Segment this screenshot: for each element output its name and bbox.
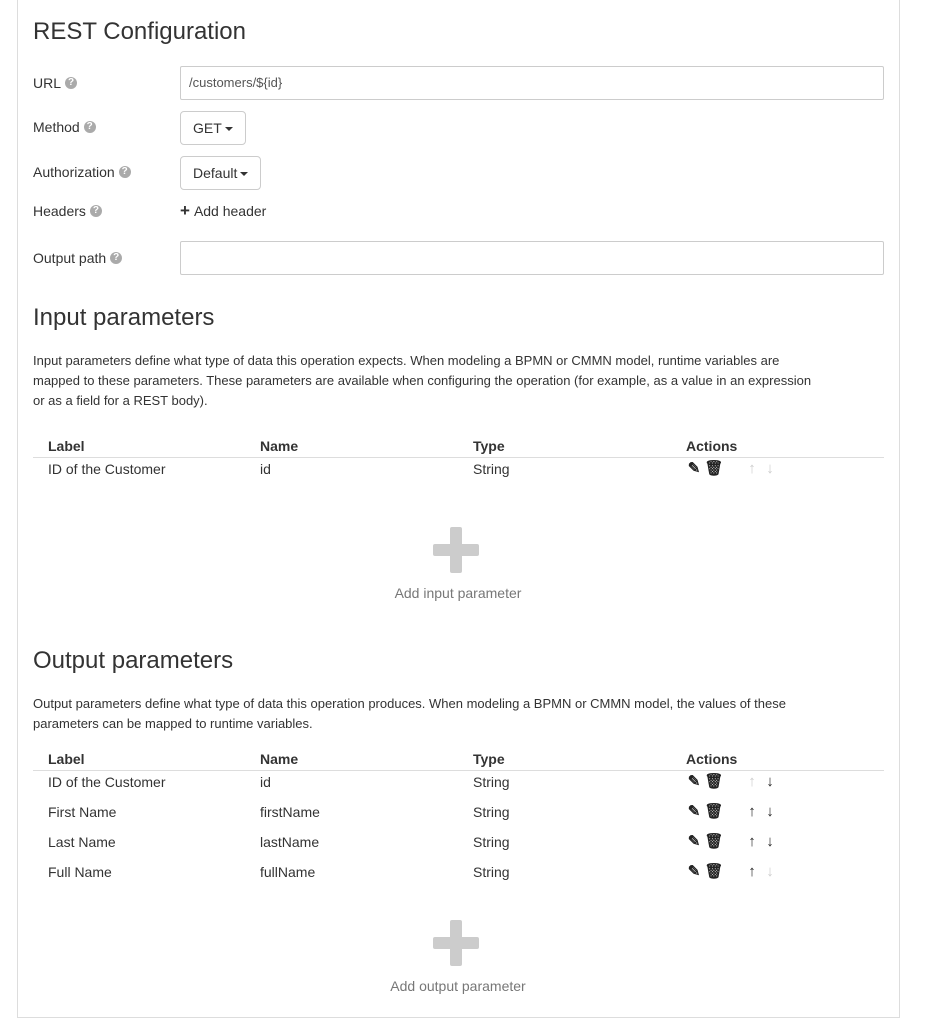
trash-icon[interactable]: 🗑︎ <box>704 460 724 477</box>
row-label: Full Name <box>48 864 112 880</box>
input-parameters-title: Input parameters <box>33 304 215 331</box>
row-name: firstName <box>260 804 320 820</box>
row-name: id <box>260 461 271 477</box>
row-type: String <box>473 804 510 820</box>
column-header: Type <box>473 438 505 454</box>
row-type: String <box>473 774 510 790</box>
row-label: First Name <box>48 804 117 820</box>
output-path-input[interactable] <box>180 241 884 275</box>
authorization-dropdown[interactable] <box>180 156 261 190</box>
row-name: id <box>260 774 271 790</box>
authorization-label <box>33 164 131 180</box>
row-type: String <box>473 864 510 880</box>
caret-down-icon <box>225 127 233 131</box>
headers-label <box>33 203 102 219</box>
header-divider <box>33 457 884 458</box>
add-header-button[interactable] <box>180 203 266 219</box>
header-divider <box>33 770 884 771</box>
plus-icon: + <box>180 201 190 220</box>
url-label-text: URL <box>33 75 62 91</box>
output-parameters-title: Output parameters <box>33 647 234 674</box>
trash-icon[interactable]: 🗑︎ <box>704 773 724 790</box>
trash-icon[interactable]: 🗑︎ <box>704 863 724 880</box>
column-header: Name <box>260 751 299 767</box>
row-name: fullName <box>260 864 316 880</box>
method-dropdown[interactable] <box>180 111 246 145</box>
help-icon[interactable]: ? <box>84 121 96 133</box>
output-parameters-description: Output parameters define what type of data this operation produces. When modeling a BPMN or CMMN model, the values of these parameters can be mapped to runtime variables. <box>33 696 786 731</box>
edit-icon[interactable]: ✎ <box>687 833 701 850</box>
method-label-text: Method <box>33 119 80 135</box>
row-type: String <box>473 461 510 477</box>
move-up-icon[interactable]: ↑ <box>748 832 756 850</box>
add-header-label: Add header <box>193 203 267 219</box>
output-path-label <box>33 250 122 266</box>
move-up-icon[interactable]: ↑ <box>748 862 756 880</box>
input-parameters-description: Input parameters define what type of data this operation expects. When modeling a BPMN or CMMN model, runtime variables are mapped to these parameters. These parameters are available when configuring the operation (for example, as a value in an expression or as a field for a REST body). <box>33 353 812 408</box>
add-output-parameter-button[interactable] <box>433 920 479 966</box>
column-header: Name <box>260 438 299 454</box>
column-header: Actions <box>686 751 738 767</box>
edit-icon[interactable]: ✎ <box>687 863 701 880</box>
add-output-parameter-label[interactable]: Add output parameter <box>390 978 526 994</box>
column-header: Actions <box>686 438 738 454</box>
row-name: lastName <box>260 834 320 850</box>
authorization-label-text: Authorization <box>33 164 115 180</box>
output-path-label-text: Output path <box>33 250 107 266</box>
add-input-parameter-button[interactable] <box>433 527 479 573</box>
trash-icon[interactable]: 🗑︎ <box>704 803 724 820</box>
row-label: Last Name <box>48 834 116 850</box>
row-label: ID of the Customer <box>48 461 166 477</box>
move-down-icon[interactable]: ↓ <box>766 802 774 820</box>
caret-down-icon <box>240 172 248 176</box>
move-down-icon: ↓ <box>766 862 774 880</box>
move-down-icon[interactable]: ↓ <box>766 772 774 790</box>
row-type: String <box>473 834 510 850</box>
column-header: Type <box>473 751 505 767</box>
help-icon[interactable]: ? <box>119 166 131 178</box>
method-label <box>33 119 96 135</box>
column-header: Label <box>48 751 85 767</box>
edit-icon[interactable]: ✎ <box>687 803 701 820</box>
help-icon[interactable]: ? <box>90 205 102 217</box>
column-header: Label <box>48 438 85 454</box>
move-up-icon: ↑ <box>748 772 756 790</box>
url-label <box>33 75 77 91</box>
help-icon[interactable]: ? <box>110 252 122 264</box>
move-down-icon[interactable]: ↓ <box>766 832 774 850</box>
move-up-icon: ↑ <box>748 459 756 477</box>
page-title: REST Configuration <box>33 18 246 45</box>
move-up-icon[interactable]: ↑ <box>748 802 756 820</box>
add-input-parameter-label[interactable]: Add input parameter <box>394 585 522 601</box>
row-label: ID of the Customer <box>48 774 166 790</box>
move-down-icon: ↓ <box>766 459 774 477</box>
headers-label-text: Headers <box>33 203 86 219</box>
authorization-value: Default <box>193 165 238 181</box>
edit-icon[interactable]: ✎ <box>687 773 701 790</box>
method-value: GET <box>193 120 222 136</box>
trash-icon[interactable]: 🗑︎ <box>704 833 724 850</box>
help-icon[interactable]: ? <box>65 77 77 89</box>
edit-icon[interactable]: ✎ <box>687 460 701 477</box>
url-input[interactable]: /customers/${id} <box>180 66 884 100</box>
